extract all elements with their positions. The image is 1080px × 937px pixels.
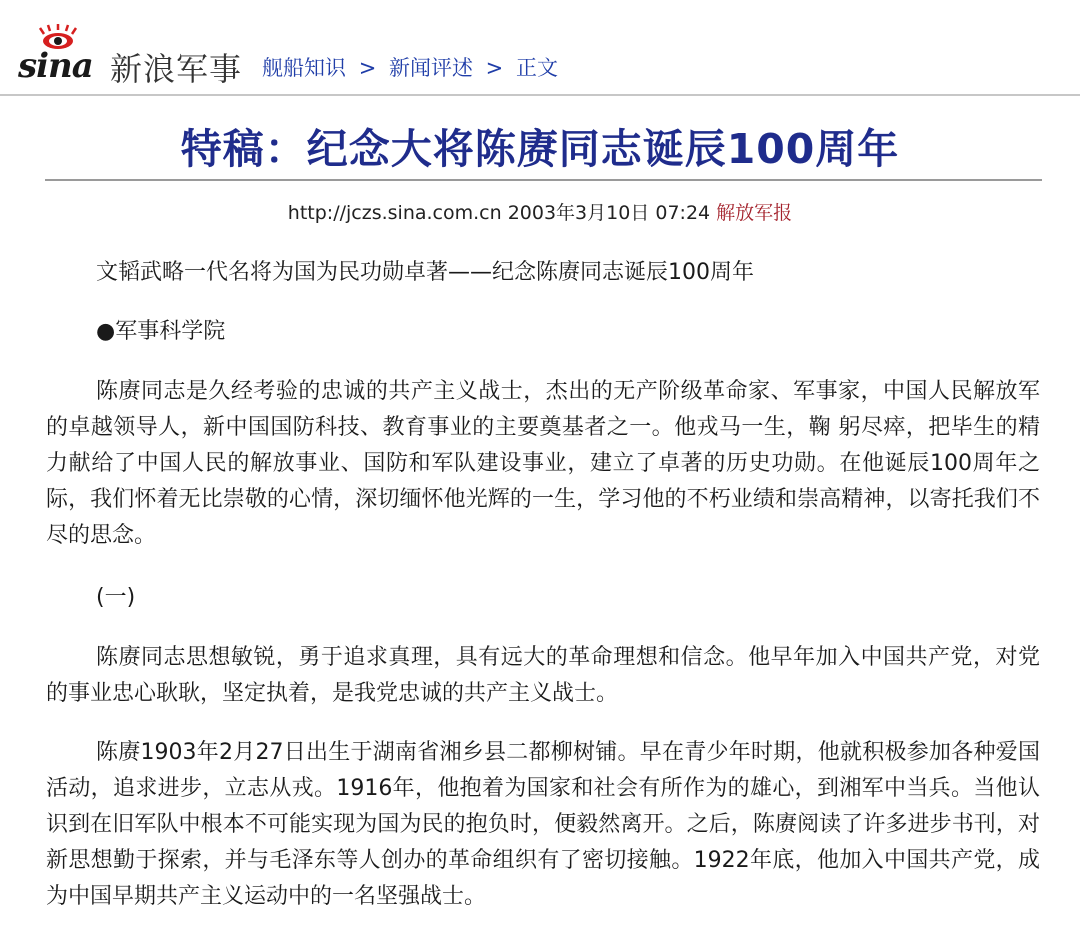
article-datetime: 2003年3月10日 07:24 (507, 202, 711, 224)
article-paragraph: 陈赓同志思想敏锐，勇于追求真理，具有远大的革命理想和信念。他早年加入中国共产党，对党的事业忠心耿耿，坚定执着，是我党忠诚的共产主义战士。 (46, 645, 1040, 706)
article-paragraph: 陈赓1903年2月27日出生于湖南省湘乡县二都柳树铺。早在青少年时期，他就积极参加各种爱国活动，追求进步，立志从戎。1916年，他抱着为国家和社会有所作为的雄心，到湘军中当兵。当他认识到在旧军队中根本不可能实现为国为民的抱负时，便毅然离开。之后，陈赓阅读了许多进步书刊，对新思想勤于探索，并与毛泽东等人创办的革命组织有了密切接触。1922年底，他加入中国共产党，成为中国早期共产主义运动中的一名坚强战士。 (46, 740, 1040, 909)
breadcrumb-separator: > (485, 56, 504, 80)
article-source-link[interactable]: 解放军报 (716, 202, 793, 224)
breadcrumb-news-commentary[interactable]: 新闻评述 (388, 56, 473, 80)
article-paragraph: 陈赓同志是久经考验的忠诚的共产主义战士，杰出的无产阶级革命家、军事家，中国人民解放军的卓越领导人，新中国国防科技、教育事业的主要奠基者之一。他戎马一生，鞠 躬尽瘁，把毕生的精力献给了中国人民的解放事业、国防和军队建设事业，建立了卓著的历史功勋。在他诞辰100周年之际，我们怀着无比崇敬的心情，深切缅怀他光辉的一生，学习他的不朽业绩和崇高精神，以寄托我们不尽的思念。 (46, 379, 1040, 548)
header-divider (0, 94, 1080, 96)
logo-brand-text: sina (18, 46, 93, 86)
sina-military-logo[interactable] (18, 24, 248, 88)
logo-section-text: 新浪军事 (110, 50, 243, 88)
title-divider (45, 179, 1042, 181)
section-heading: (一) (96, 585, 136, 610)
breadcrumb-current-article[interactable]: 正文 (515, 56, 558, 80)
article-url[interactable]: http://jczs.sina.com.cn (287, 202, 502, 224)
article-author: ●军事科学院 (96, 319, 226, 344)
article-title: 特稿：纪念大将陈赓同志诞辰100周年 (180, 125, 900, 173)
article-meta (0, 198, 1080, 225)
site-header (0, 0, 1080, 96)
breadcrumb (262, 52, 558, 82)
breadcrumb-separator: > (358, 56, 377, 80)
breadcrumb-ship-knowledge[interactable]: 舰船知识 (262, 56, 346, 80)
article-subtitle: 文韬武略一代名将为国为民功勋卓著——纪念陈赓同志诞辰100周年 (96, 260, 754, 285)
